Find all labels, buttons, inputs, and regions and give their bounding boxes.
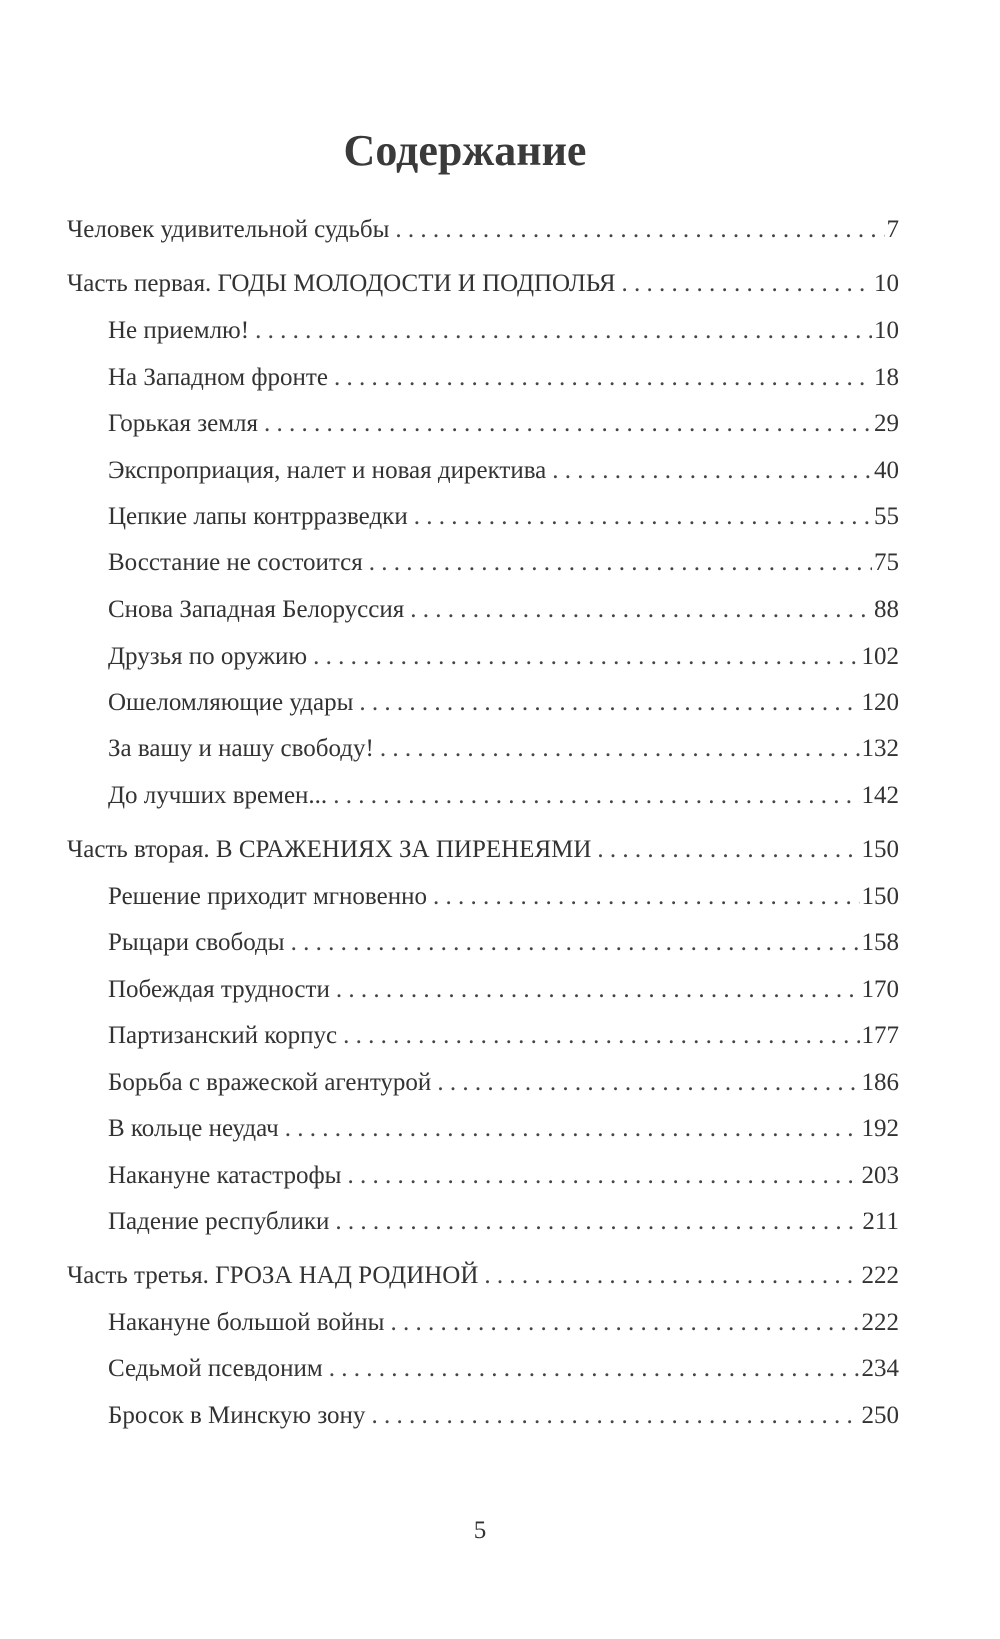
toc-entry-page: 40: [874, 457, 899, 484]
toc-entry-title: Побеждая трудности: [108, 976, 330, 1003]
toc-entry-title: Горькая земля: [108, 410, 259, 437]
toc-entry-title: Падение республики: [108, 1208, 330, 1235]
toc-entry[interactable]: [108, 732, 899, 766]
toc-entry-page: 250: [861, 1402, 899, 1429]
toc-entry-title: Накануне большой войны: [108, 1309, 385, 1336]
toc-entry[interactable]: [108, 361, 899, 395]
toc-entry-title: Снова Западная Белоруссия: [108, 596, 405, 623]
toc-leader-dots: [437, 1066, 859, 1100]
toc-entry[interactable]: [108, 1019, 899, 1053]
toc-entry-page: 55: [874, 503, 899, 530]
toc-entry[interactable]: [108, 1352, 899, 1386]
toc-entry-title: Партизанский корпус: [108, 1022, 338, 1049]
toc-entry-title: Друзья по оружию: [108, 643, 308, 670]
toc-entry[interactable]: [108, 880, 899, 914]
page-number: 5: [473, 1517, 487, 1544]
toc-entry-title: Часть вторая. В СРАЖЕНИЯХ ЗА ПИРЕНЕЯМИ: [67, 836, 592, 863]
toc-entry[interactable]: [108, 1205, 899, 1239]
toc-entry-page: 150: [861, 836, 899, 863]
toc-leader-dots: [484, 1259, 859, 1293]
toc-leader-dots: [395, 213, 884, 247]
toc-entry-title: Восстание не состоится: [108, 549, 363, 576]
toc-entry-title: Накануне катастрофы: [108, 1162, 342, 1189]
toc-entry-page: 150: [861, 883, 899, 910]
toc-entry-title: Седьмой псевдоним: [108, 1355, 323, 1382]
toc-entry[interactable]: [108, 1306, 899, 1340]
toc-leader-dots: [622, 267, 872, 301]
toc-leader-dots: [335, 1205, 860, 1239]
toc-leader-dots: [329, 1352, 860, 1386]
toc-entry-page: 203: [861, 1162, 899, 1189]
toc-entry-page: 10: [874, 270, 899, 297]
toc-entry-title: Ошеломляющие удары: [108, 689, 354, 716]
toc-entry[interactable]: [108, 640, 899, 674]
toc-leader-dots: [597, 833, 859, 867]
toc-entry[interactable]: [108, 1399, 899, 1433]
toc-entry-title: Экспроприация, налет и новая директива: [108, 457, 547, 484]
toc-leader-dots: [359, 686, 859, 720]
toc-leader-dots: [334, 361, 872, 395]
toc-entry-page: 18: [874, 364, 899, 391]
toc-entry[interactable]: [108, 454, 899, 488]
toc-entry[interactable]: [108, 926, 899, 960]
toc-entry[interactable]: [67, 213, 899, 247]
toc-entry-page: 158: [861, 929, 899, 956]
toc-leader-dots: [380, 732, 860, 766]
toc-entry-page: 132: [861, 735, 899, 762]
toc-entry[interactable]: [67, 833, 899, 867]
toc-entry[interactable]: [108, 314, 899, 348]
toc-entry-page: 7: [886, 216, 899, 243]
toc-entry[interactable]: [108, 779, 899, 813]
toc-entry-page: 170: [861, 976, 899, 1003]
toc-entry-page: 192: [861, 1115, 899, 1142]
toc-entry[interactable]: [108, 1066, 899, 1100]
toc-entry-title: Не приемлю!: [108, 317, 250, 344]
toc-entry[interactable]: [108, 500, 899, 534]
toc-entry-title: Часть третья. ГРОЗА НАД РОДИНОЙ: [67, 1262, 479, 1289]
toc-entry-page: 75: [874, 549, 899, 576]
toc-entry[interactable]: [108, 1112, 899, 1146]
toc-leader-dots: [371, 1399, 859, 1433]
toc-entry-page: 186: [861, 1069, 899, 1096]
toc-entry-title: Часть первая. ГОДЫ МОЛОДОСТИ И ПОДПОЛЬЯ: [67, 270, 616, 297]
toc-entry[interactable]: [108, 973, 899, 1007]
toc-leader-dots: [414, 500, 872, 534]
toc-entry[interactable]: [108, 407, 899, 441]
toc-entry-page: 222: [861, 1309, 899, 1336]
toc-entry[interactable]: [108, 686, 899, 720]
toc-leader-dots: [552, 454, 872, 488]
toc-entry-page: 234: [861, 1355, 899, 1382]
toc-entry[interactable]: [108, 1159, 899, 1193]
toc-entry-title: Решение приходит мгновенно: [108, 883, 427, 910]
toc-leader-dots: [255, 314, 872, 348]
toc-entry-title: Цепкие лапы контрразведки: [108, 503, 408, 530]
toc-leader-dots: [333, 779, 859, 813]
toc-entry-page: 120: [861, 689, 899, 716]
toc-entry[interactable]: [67, 267, 899, 301]
toc-entry-page: 142: [861, 782, 899, 809]
toc-leader-dots: [285, 1112, 860, 1146]
toc-entry-title: Рыцари свободы: [108, 929, 285, 956]
toc-entry-page: 177: [861, 1022, 899, 1049]
page-title: Содержание: [343, 126, 587, 176]
toc-entry-title: Человек удивительной судьбы: [67, 216, 390, 243]
toc-entry-page: 211: [862, 1208, 899, 1235]
toc-leader-dots: [390, 1306, 859, 1340]
toc-entry-page: 88: [874, 596, 899, 623]
toc-leader-dots: [264, 407, 872, 441]
toc-entry-page: 29: [874, 410, 899, 437]
toc-leader-dots: [291, 926, 860, 960]
toc-entry-title: До лучших времен...: [108, 782, 328, 809]
toc-entry-title: В кольце неудач: [108, 1115, 279, 1142]
toc-leader-dots: [347, 1159, 859, 1193]
toc-entry-title: Бросок в Минскую зону: [108, 1402, 366, 1429]
toc-leader-dots: [336, 973, 860, 1007]
toc-entry[interactable]: [108, 546, 899, 580]
toc-entry-page: 222: [861, 1262, 899, 1289]
toc-entry-page: 102: [861, 643, 899, 670]
toc-leader-dots: [410, 593, 872, 627]
toc-entry-title: За вашу и нашу свободу!: [108, 735, 374, 762]
toc-entry-title: Борьба с вражеской агентурой: [108, 1069, 432, 1096]
toc-entry[interactable]: [67, 1259, 899, 1293]
toc-leader-dots: [313, 640, 859, 674]
toc-leader-dots: [433, 880, 860, 914]
toc-entry-title: На Западном фронте: [108, 364, 328, 391]
toc-entry-page: 10: [874, 317, 899, 344]
toc-entry[interactable]: [108, 593, 899, 627]
toc-leader-dots: [343, 1019, 859, 1053]
toc-leader-dots: [369, 546, 872, 580]
